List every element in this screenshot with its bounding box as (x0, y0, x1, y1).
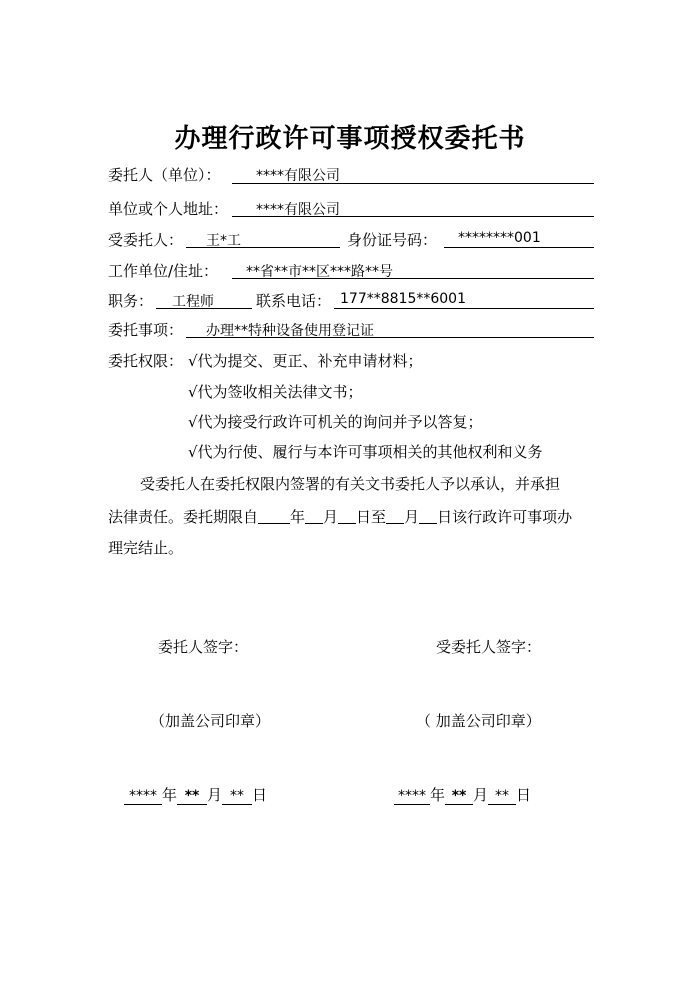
authority-item: √代为行使、履行与本许可事项相关的其他权利和义务 (188, 443, 543, 461)
agent-seal-note: （ 加盖公司印章） (416, 712, 541, 730)
workplace-value: **省**市**区***路**号 (246, 264, 393, 280)
agent-value: 王*工 (206, 233, 241, 249)
position-label: 职务： (108, 292, 154, 310)
principal-label: 委托人（单位）： (108, 166, 221, 184)
agent-label: 受委托人： (108, 231, 184, 249)
year-blank (258, 509, 290, 524)
body-line-1: 受委托人在委托权限内签署的有关文书委托人予以承认，并承担 (140, 475, 561, 493)
date-day-unit: 日 (516, 786, 532, 804)
id-label: 身份证号码： (347, 231, 438, 249)
date-day-value: ** (222, 788, 252, 805)
id-value: ********001 (458, 230, 541, 246)
authority-label: 委托权限： (108, 352, 184, 370)
principal-seal-note: （加盖公司印章） (150, 712, 271, 730)
id-underline (444, 247, 594, 248)
year-unit: 年 (290, 508, 306, 526)
date-day-unit: 日 (252, 786, 268, 804)
phone-underline (334, 308, 594, 309)
date-year-value: **** (394, 788, 430, 805)
principal-signature-label: 委托人签字： (158, 638, 249, 656)
workplace-label: 工作单位/住址： (108, 262, 219, 280)
principal-value: ****有限公司 (256, 168, 340, 184)
month-blank (305, 509, 323, 524)
authority-item: √代为签收相关法律文书； (188, 383, 363, 401)
month-unit: 月 (323, 508, 339, 526)
agent-date (394, 784, 531, 805)
date-month-value: ** (177, 788, 207, 805)
authority-item: √代为接受行政许可机关的询问并予以答复； (188, 413, 483, 431)
document-title: 办理行政许可事项授权委托书 (174, 124, 526, 154)
day-unit: 日至 (356, 508, 387, 526)
date-year-unit: 年 (162, 786, 178, 804)
agent-signature-label: 受委托人签字： (436, 638, 542, 656)
month-blank (386, 509, 404, 524)
authority-item: √代为提交、更正、补充申请材料； (188, 352, 423, 370)
phone-label: 联系电话： (256, 292, 332, 310)
address-label: 单位或个人地址： (108, 200, 229, 218)
phone-value: 177**8815**6001 (340, 291, 466, 307)
body-line-2-text: 法律责任。委托期限自 (108, 508, 259, 526)
date-month-unit: 月 (207, 786, 223, 804)
address-value: ****有限公司 (256, 202, 340, 218)
date-year-value: **** (124, 788, 162, 805)
month-unit: 月 (404, 508, 420, 526)
body-line-3: 理完结止。 (108, 539, 184, 557)
date-month-unit: 月 (473, 786, 489, 804)
matter-label: 委托事项： (108, 321, 184, 339)
body-line-2-end: 日该行政许可事项办 (437, 508, 573, 526)
principal-date (124, 784, 267, 805)
day-blank (419, 509, 437, 524)
date-month-value: ** (445, 788, 473, 805)
body-line-2 (108, 506, 572, 527)
date-year-unit: 年 (430, 786, 446, 804)
position-value: 工程师 (172, 294, 214, 310)
matter-value: 办理**特种设备使用登记证 (206, 323, 374, 339)
date-day-value: ** (488, 788, 516, 805)
day-blank (338, 509, 356, 524)
